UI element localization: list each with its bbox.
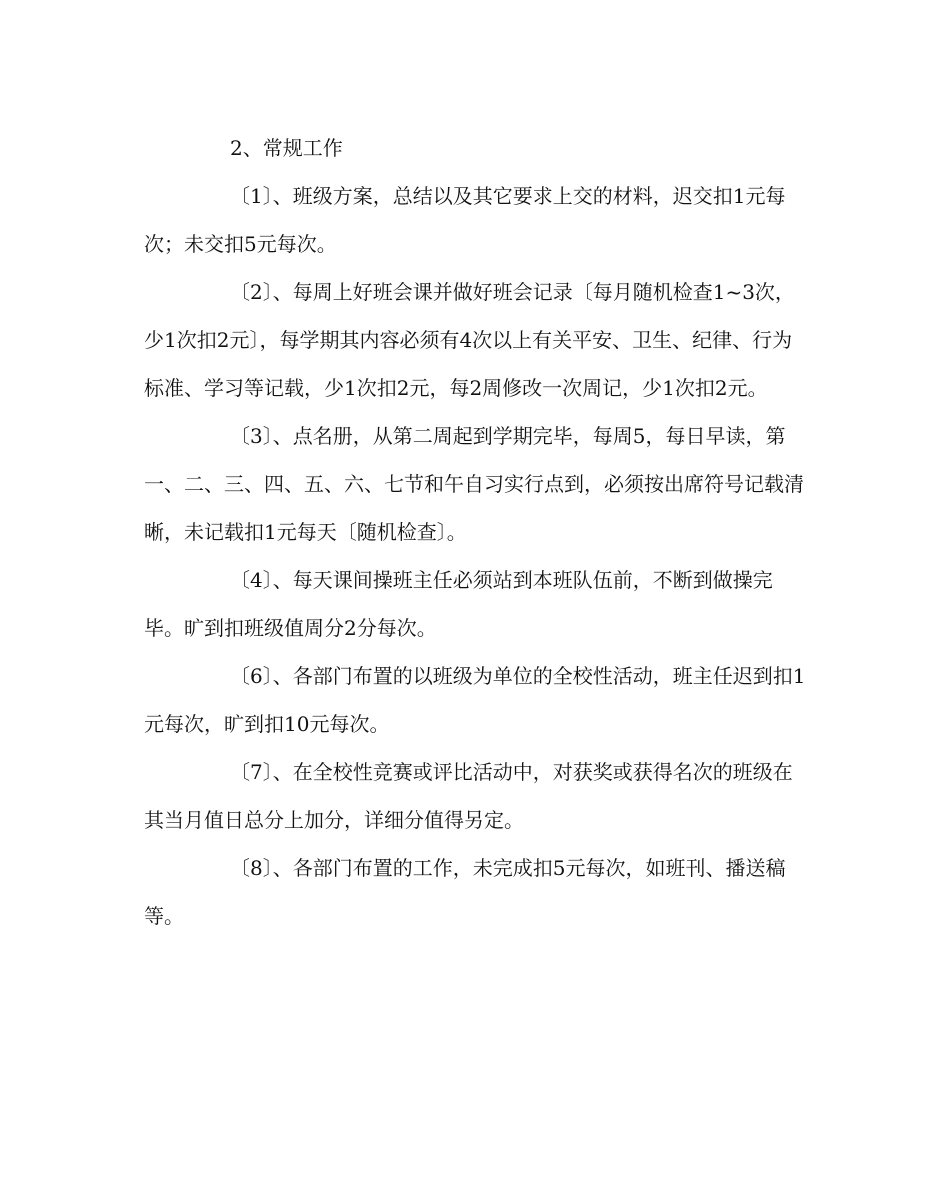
rule-paragraph-1: 〔1〕、班级方案，总结以及其它要求上交的材料，迟交扣1元每次；未交扣5元每次。 — [144, 184, 786, 256]
rule-paragraph-2: 〔2〕、每周上好班会课并做好班会记录〔每月随机检查1~3次，少1次扣2元〕，每学期其内容必须有4次以上有关平安、卫生、纪律、行为标准、学习等记载，少1次扣2元，每2周修改一次周记，少1次扣2元。 — [144, 280, 795, 400]
rule-paragraph-6: 〔6〕、各部门布置的以班级为单位的全校性活动，班主任迟到扣1元每次，旷到扣10元每次。 — [144, 664, 806, 736]
rule-paragraph-4: 〔4〕、每天课间操班主任必须站到本班队伍前，不断到做操完毕。旷到扣班级值周分2分每次。 — [144, 568, 773, 640]
section-heading: 2、常规工作 — [230, 136, 343, 160]
rule-paragraph-8: 〔8〕、各部门布置的工作，未完成扣5元每次，如班刊、播送稿等。 — [144, 856, 786, 928]
document-body — [144, 124, 808, 940]
rule-paragraph-3: 〔3〕、点名册，从第二周起到学期完毕，每周5，每日早读，第一、二、三、四、五、六、七节和午自习实行点到，必须按出席符号记载清晰，未记载扣1元每天〔随机检查〕。 — [144, 424, 804, 544]
rule-paragraph-7: 〔7〕、在全校性竞赛或评比活动中，对获奖或获得名次的班级在其当月值日总分上加分，详细分值得另定。 — [144, 760, 793, 832]
